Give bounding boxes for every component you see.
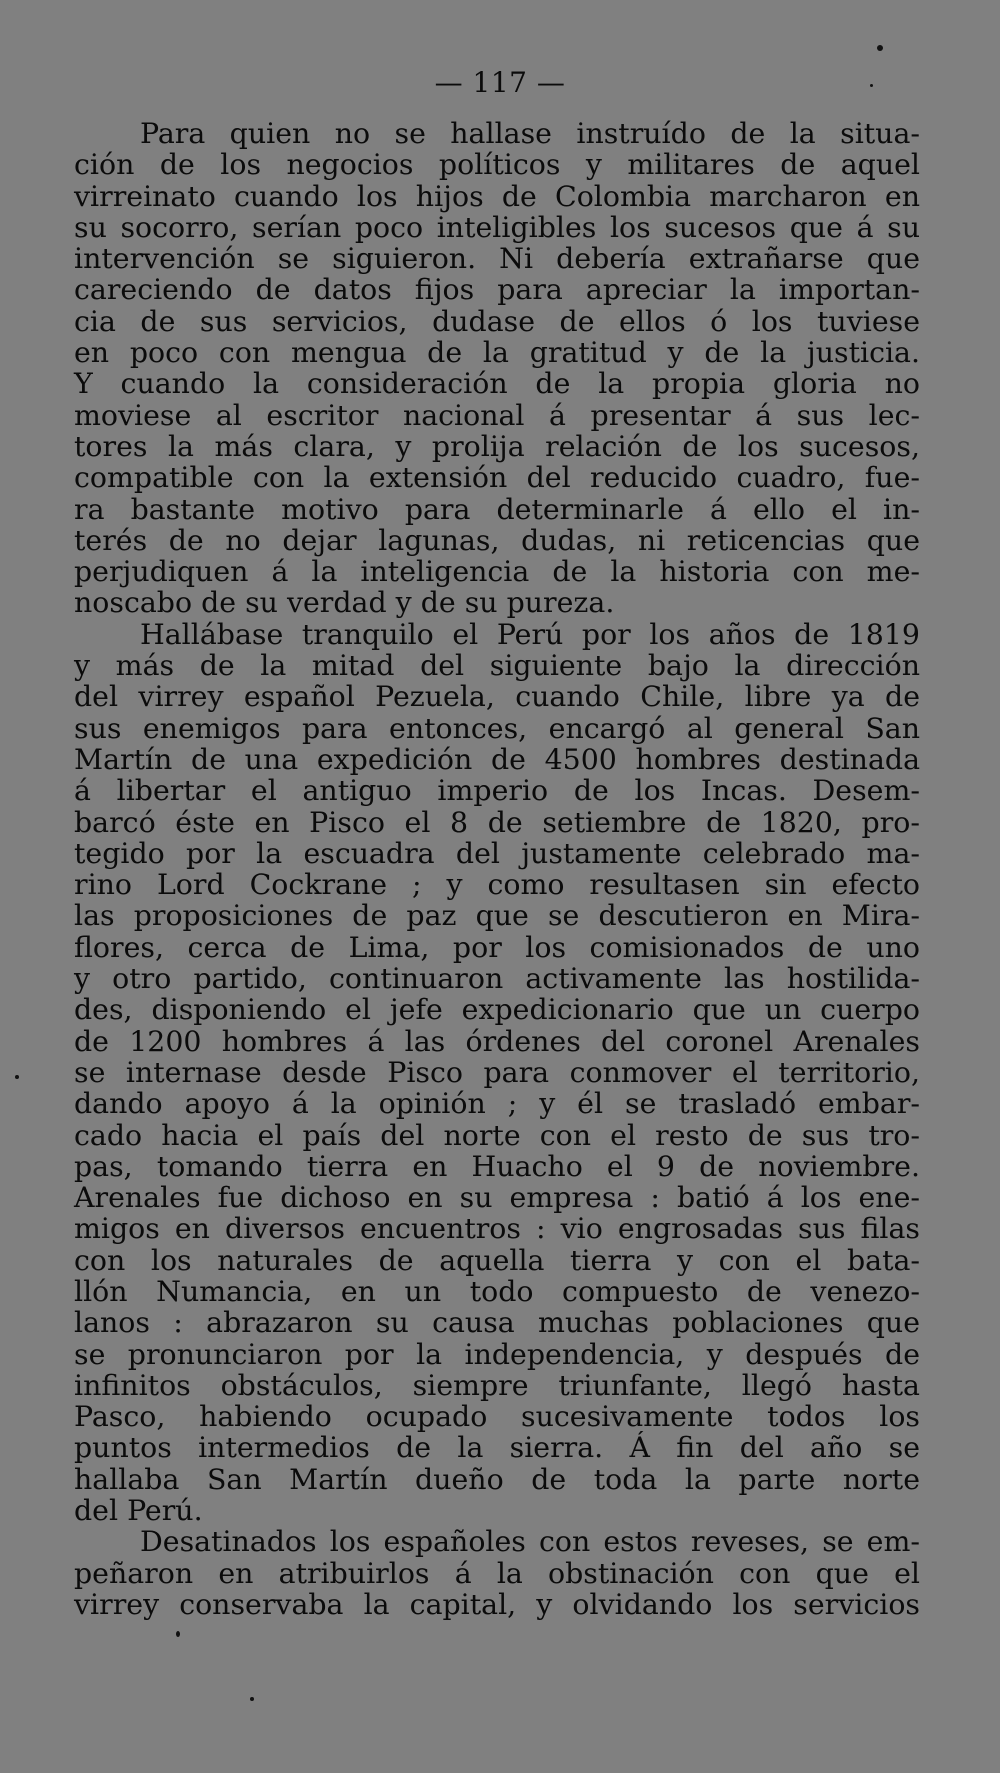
text-line: Hallábase tranquilo el Perú por los años de 1819 <box>140 617 920 651</box>
body-text <box>74 118 920 1620</box>
text-line: Para quien no se hallase instruído de la situa- <box>140 117 920 150</box>
text-line: Desatinados los españoles con estos reveses, se em- <box>140 1525 920 1559</box>
text-line: barcó éste en Pisco el 8 de setiembre de 1820, pro- <box>74 805 920 839</box>
text-line: lanos : abrazaron su causa muchas poblaciones que <box>74 1306 920 1340</box>
text-line: cado hacia el país del norte con el resto de sus tro- <box>74 1118 920 1152</box>
text-line: perjudiquen á la inteligencia de la historia con me- <box>74 555 920 589</box>
text-line: virrey conservaba la capital, y olvidando los servicios <box>74 1587 920 1621</box>
page-number: — 117 — <box>434 66 566 99</box>
scan-speck <box>870 84 873 87</box>
paragraph <box>74 118 920 619</box>
text-line: ción de los negocios políticos y militares de aquel <box>74 148 920 182</box>
text-line: compatible con la extensión del reducido cuadro, fue- <box>74 461 920 495</box>
text-line: se pronunciaron por la independencia, y después de <box>74 1337 920 1371</box>
text-line: Pasco, habiendo ocupado sucesivamente todos los <box>74 1400 920 1434</box>
text-line: moviese al escritor nacional á presentar á sus lec- <box>74 398 920 432</box>
text-line: terés de no dejar lagunas, dudas, ni reticencias que <box>74 523 920 557</box>
text-line: ra bastante motivo para determinarle á ello el in- <box>74 492 920 526</box>
text-line: y otro partido, continuaron activamente las hostilida- <box>74 962 920 996</box>
scan-speck <box>176 1631 180 1637</box>
paragraph <box>74 619 920 1527</box>
text-line: con los naturales de aquella tierra y con el bata- <box>74 1243 920 1277</box>
text-line: migos en diversos encuentros : vio engrosadas sus filas <box>74 1212 920 1246</box>
text-line: sus enemigos para entonces, encargó al general San <box>74 711 920 745</box>
text-line: virreinato cuando los hijos de Colombia marcharon en <box>74 179 920 213</box>
text-line: se internase desde Pisco para conmover el territorio, <box>74 1055 920 1089</box>
text-line: su socorro, serían poco inteligibles los sucesos que á su <box>74 210 920 244</box>
text-line: careciendo de datos fijos para apreciar la importan- <box>74 273 920 307</box>
text-line: de 1200 hombres á las órdenes del coronel Arenales <box>74 1024 920 1058</box>
text-line: peñaron en atribuirlos á la obstinación con que el <box>74 1556 920 1590</box>
text-line: llón Numancia, en un todo compuesto de venezo- <box>74 1274 920 1308</box>
text-line: flores, cerca de Lima, por los comisionados de uno <box>74 930 920 964</box>
text-line: y más de la mitad del siguiente bajo la dirección <box>74 649 920 683</box>
text-line: noscabo de su verdad y de su pureza. <box>74 586 615 620</box>
text-line: intervención se siguieron. Ni debería extrañarse que <box>74 242 920 276</box>
text-line: tores la más clara, y prolija relación de los sucesos, <box>74 429 920 463</box>
scan-speck <box>877 45 883 51</box>
text-line: rino Lord Cockrane ; y como resultasen sin efecto <box>74 868 920 902</box>
text-line: hallaba San Martín dueño de toda la parte norte <box>74 1462 920 1496</box>
scan-speck <box>250 1697 254 1701</box>
text-line: pas, tomando tierra en Huacho el 9 de noviembre. <box>74 1149 920 1183</box>
text-line: á libertar el antiguo imperio de los Incas. Desem- <box>74 774 920 808</box>
text-line: las proposiciones de paz que se descutieron en Mira- <box>74 899 920 933</box>
text-line: del Perú. <box>74 1494 203 1528</box>
text-line: Arenales fue dichoso en su empresa : batió á los ene- <box>74 1181 920 1215</box>
paragraph <box>74 1526 920 1620</box>
text-line: en poco con mengua de la gratitud y de la justicia. <box>74 336 920 370</box>
text-line: Martín de una expedición de 4500 hombres destinada <box>74 742 920 776</box>
text-line: des, disponiendo el jefe expedicionario que un cuerpo <box>74 993 920 1027</box>
text-line: tegido por la escuadra del justamente celebrado ma- <box>74 836 920 870</box>
scan-speck <box>15 1075 19 1079</box>
text-line: infinitos obstáculos, siempre triunfante, llegó hasta <box>74 1368 920 1402</box>
text-line: del virrey español Pezuela, cuando Chile, libre ya de <box>74 680 920 714</box>
text-line: cia de sus servicios, dudase de ellos ó los tuviese <box>74 304 920 338</box>
text-line: Y cuando la consideración de la propia gloria no <box>74 367 920 401</box>
text-line: puntos intermedios de la sierra. Á fin del año se <box>74 1431 920 1465</box>
text-line: dando apoyo á la opinión ; y él se trasladó embar- <box>74 1087 920 1121</box>
